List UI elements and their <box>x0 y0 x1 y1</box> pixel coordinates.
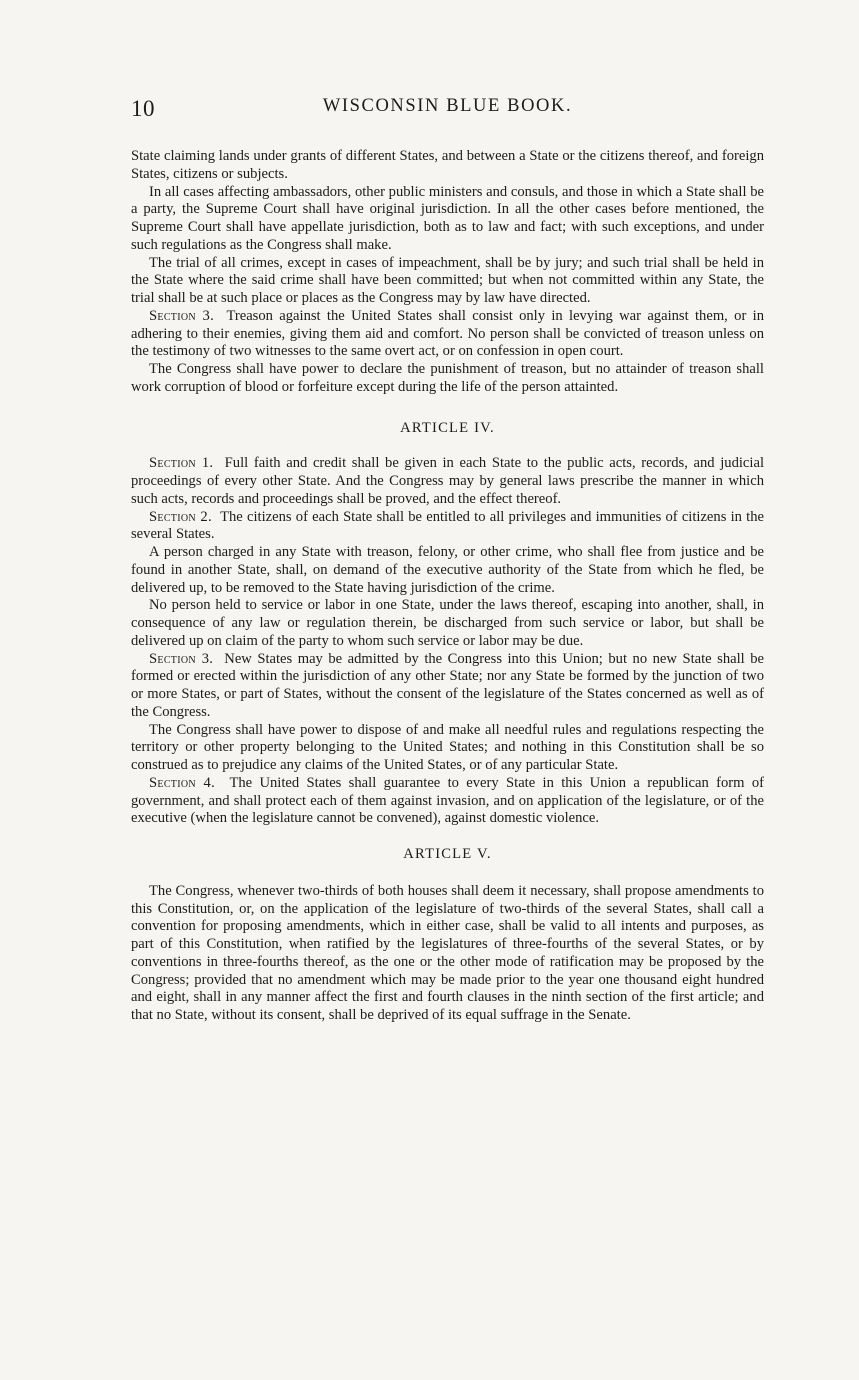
section-text: New States may be admitted by the Congress into this Union; but no new State shall be formed or erected within the jurisdiction of any other State; nor any State be formed by the junction of two or more States, or part of States, without the consent of the legislature of the States concerned as well as of the Congress. <box>131 650 765 720</box>
paragraph: No person held to service or labor in one State, under the laws thereof, escaping into another, shall, in consequence of any law or regulation therein, be discharged from such service or labor, but shall be delivered up on claim of the party to whom such service or labor may be due. <box>131 597 764 649</box>
section-text: Treason against the United States shall consist only in levying war against them, or in adhering to their enemies, giving them aid and comfort. No person shall be convicted of treason unless on the testimony of two witnesses to the same overt act, or on confession in open court. <box>131 307 764 360</box>
section-text: The citizens of each State shall be entitled to all privileges and immunities of citizens in the several States. <box>131 508 764 543</box>
paragraph <box>131 775 764 828</box>
page-number: 10 <box>131 96 155 121</box>
section-label: Section 3. <box>149 650 214 667</box>
section-text: The United States shall guarantee to every State in this Union a republican form of government, and shall protect each of them against invasion, and on application of the legislature, or of the executive (when the legislature cannot be convened), against domestic violence. <box>131 774 764 827</box>
paragraph: A person charged in any State with treason, felony, or other crime, who shall flee from justice and be found in another State, shall, on demand of the executive authority of the State from which he fled, be delivered up, to be removed to the State having jurisdiction of the crime. <box>131 544 764 596</box>
paragraph: The trial of all crimes, except in cases of impeachment, shall be by jury; and such trial shall be held in the State where the said crime shall have been committed; but when not committed within any State, the trial shall be at such place or places as the Congress may by law have directed. <box>131 254 764 306</box>
body-text <box>131 148 764 1025</box>
paragraph: The Congress shall have power to declare the punishment of treason, but no attainder of treason shall work corruption of blood or forfeiture except during the life of the person attainted. <box>131 361 764 395</box>
article-heading: ARTICLE V. <box>403 846 492 862</box>
paragraph <box>131 308 764 361</box>
section-text: Full faith and credit shall be given in each State to the public acts, records, and judicial proceedings of every other State. And the Congress may by general laws prescribe the manner in which such acts, records and proceedings shall be proved, and the effect thereof. <box>131 455 765 507</box>
page-header <box>131 96 764 126</box>
section-label: Section 2. <box>149 508 212 525</box>
section-label: Section 4. <box>149 774 216 791</box>
paragraph: State claiming lands under grants of different States, and between a State or the citizens thereof, and foreign States, citizens or subjects. <box>131 148 764 182</box>
paragraph <box>131 455 764 508</box>
paragraph: In all cases affecting ambassadors, other public ministers and consuls, and those in which a State shall be a party, the Supreme Court shall have original jurisdiction. In all the other cases before mentioned, the Supreme Court shall have appellate jurisdiction, both as to law and fact; with such exceptions, and under such regulations as the Congress shall make. <box>131 183 764 253</box>
paragraph: The Congress shall have power to dispose of and make all needful rules and regulations respecting the territory or other property belonging to the United States; and nothing in this Constitution shall be so construed as to prejudice any claims of the United States, or of any particular State. <box>131 721 764 773</box>
article-heading: ARTICLE IV. <box>400 419 495 436</box>
paragraph <box>131 509 764 545</box>
paragraph: The Congress, whenever two-thirds of both houses shall deem it necessary, shall propose amendments to this Constitution, or, on the application of the legislature of two-thirds of the several States, shall call a convention for proposing amendments, which in either case, shall be valid to all intents and purposes, as part of this Constitution, when ratified by the legislatures of three-fourths of the several States, or by conventions in three-fourths thereof, as the one or the other mode of ratification may be proposed by the Congress; provided that no amendment which may be made prior to the year one thousand eight hundred and eight, shall in any manner affect the first and fourth clauses in the ninth section of the first article; and that no State, without its consent, shall be deprived of its equal suffrage in the Senate. <box>131 882 764 1023</box>
paragraph <box>131 651 764 722</box>
running-title: WISCONSIN BLUE BOOK. <box>322 96 573 116</box>
section-label: Section 3. <box>149 307 215 324</box>
section-label: Section 1. <box>149 455 214 472</box>
